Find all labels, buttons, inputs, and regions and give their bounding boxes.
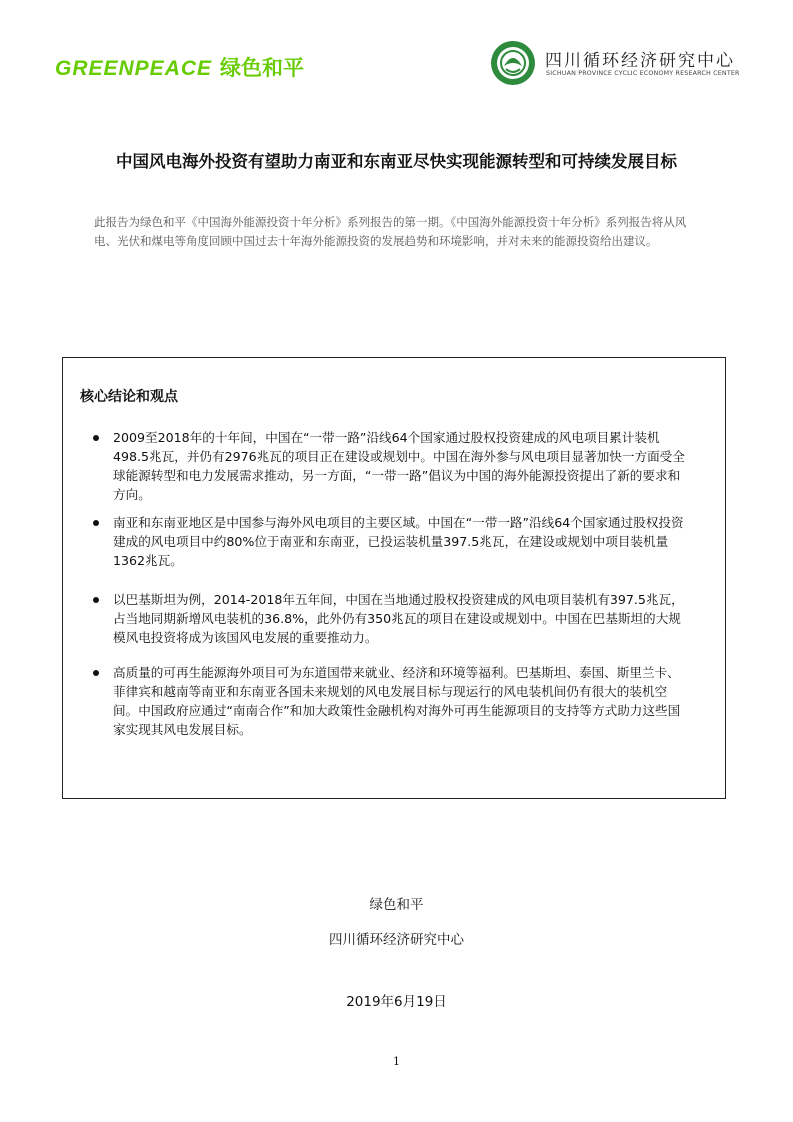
sichuan-center-name: 四川循环经济研究中心 [545, 51, 735, 71]
footer-org-greenpeace: 绿色和平 [369, 897, 424, 913]
list-item-text: 2009至2018年的十年间，中国在“一带一路”沿线64个国家通过股权投资建成的风电项目累计装机498.5兆瓦，并仍有2976兆瓦的项目正在建设或规划中。中国在海外参与风电项目显著加快一方面受全球能源转型和电力发展需求推动，另一方面，“一带一路”倡议为中国的海外能源投资提出了新的要求和方向。 [113, 430, 685, 502]
list-item-text: 南亚和东南亚地区是中国参与海外风电项目的主要区域。中国在“一带一路”沿线64个国家通过股权投资建成的风电项目中约80%位于南亚和东南亚，已投运装机量397.5兆瓦，在建设或规划中项目装机量1362兆瓦。 [113, 515, 684, 568]
document-title: 中国风电海外投资有望助力南亚和东南亚尽快实现能源转型和可持续发展目标 [116, 152, 677, 171]
list-item-text: 以巴基斯坦为例，2014-2018年五年间，中国在当地通过股权投资建成的风电项目装机有397.5兆瓦，占当地同期新增风电装机的36.8%，此外仍有350兆瓦的项目在建设或规划中。中国在巴基斯坦的大规模风电投资将成为该国风电发展的重要推动力。 [113, 592, 684, 645]
page-header [0, 38, 793, 88]
bullet-icon [93, 435, 99, 441]
sichuan-center-english-name: SICHUAN PROVINCE CYCLIC ECONOMY RESEARCH CENTER [546, 70, 740, 77]
page-number: 1 [393, 1055, 400, 1068]
key-findings-box [62, 357, 726, 799]
bullet-icon [93, 520, 99, 526]
bullet-icon [93, 670, 99, 676]
greenpeace-logo-chinese: 绿色和平 [220, 57, 305, 80]
sichuan-center-logo [490, 40, 740, 86]
greenpeace-logo-latin: GREENPEACE [55, 57, 213, 80]
bullet-icon [93, 597, 99, 603]
greenpeace-logo [55, 52, 304, 82]
footer-date: 2019年6月19日 [346, 994, 447, 1010]
footer-org-sichuan: 四川循环经济研究中心 [329, 932, 464, 948]
list-item-text: 高质量的可再生能源海外项目可为东道国带来就业、经济和环境等福利。巴基斯坦、泰国、斯里兰卡、菲律宾和越南等南亚和东南亚各国未来规划的风电发展目标与现运行的风电装机间仍有很大的装机空间。中国政府应通过“南南合作”和加大政策性金融机构对海外可再生能源项目的支持等方式助力这些国家实现其风电发展目标。 [113, 665, 681, 737]
sichuan-emblem-icon [490, 40, 536, 86]
key-findings-title: 核心结论和观点 [80, 389, 178, 405]
intro-paragraph: 此报告为绿色和平《中国海外能源投资十年分析》系列报告的第一期。《中国海外能源投资十年分析》系列报告将从风电、光伏和煤电等角度回顾中国过去十年海外能源投资的发展趋势和环境影响，并对未来的能源投资给出建议。 [94, 215, 687, 248]
